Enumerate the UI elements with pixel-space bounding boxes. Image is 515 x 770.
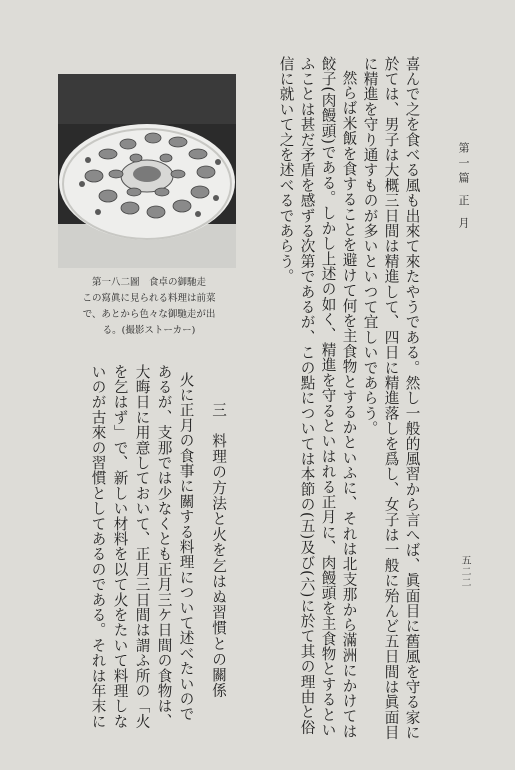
text-column-9: あるが、支那では少なくとも正月三ケ日間の食物は、 [155,364,173,729]
text-column-10: 大晦日に用意しておいて、正月三日間は謂ふ所の「火 [133,364,151,729]
food-dishes-image [58,74,236,268]
text-column-8: 火に正月の食事に關する料理について述べたいので [177,372,195,722]
figure-caption-title: 第一八二圖 食卓の御馳走 [91,277,206,288]
text-column-2: 於ては、男子は大概三日間は精進して、四日に精進落しを爲し、女子は一般に殆んど五日間は眞面目 [382,56,400,740]
figure-caption-line-1: この寫眞に見られる料理は前菜 [82,293,216,304]
text-column-12: いのが古來の習慣としてあるのである。それは年末に [89,364,107,729]
text-column-1: 喜んで之を食べる風も出來て來たやうである。然し一般的風習から言へば、眞面目に舊風を守る家に [403,56,421,740]
text-column-6: ふことは甚だ矛盾を感ずる次第であるが、この點については本節の(五)及び(六)に於て其の理由と俗 [298,56,316,735]
figure-caption-line-3: る。(撮影ストーカー) [102,325,196,336]
figure-caption-line-2: で、あとから色々な御馳走が出 [82,309,216,320]
text-column-3: に精進を守り通すものが多いといつて宜しいであらう。 [361,56,379,436]
running-header: 第一篇 正 月 [457,142,470,232]
page-number: 五二二 [459,555,470,588]
text-column-5: 餃子(肉饅頭)である。しかし上述の如く、精進を守るといはれる正月に、肉饅頭を主食物とするとい [319,56,337,738]
text-column-11: を乞はず」で、新しい材料を以て火をたいて料理しな [111,364,129,729]
text-column-7: 信に就いて之を述べるであらう。 [277,56,295,284]
text-column-4: 然らば米飯を食することを避けて何を主食物とするかといふに、それは北支那から滿洲にかけては [340,70,358,739]
section-heading: 三 料理の方法と火を乞はぬ習慣との關係 [210,402,227,699]
dining-table-photo [58,74,236,268]
